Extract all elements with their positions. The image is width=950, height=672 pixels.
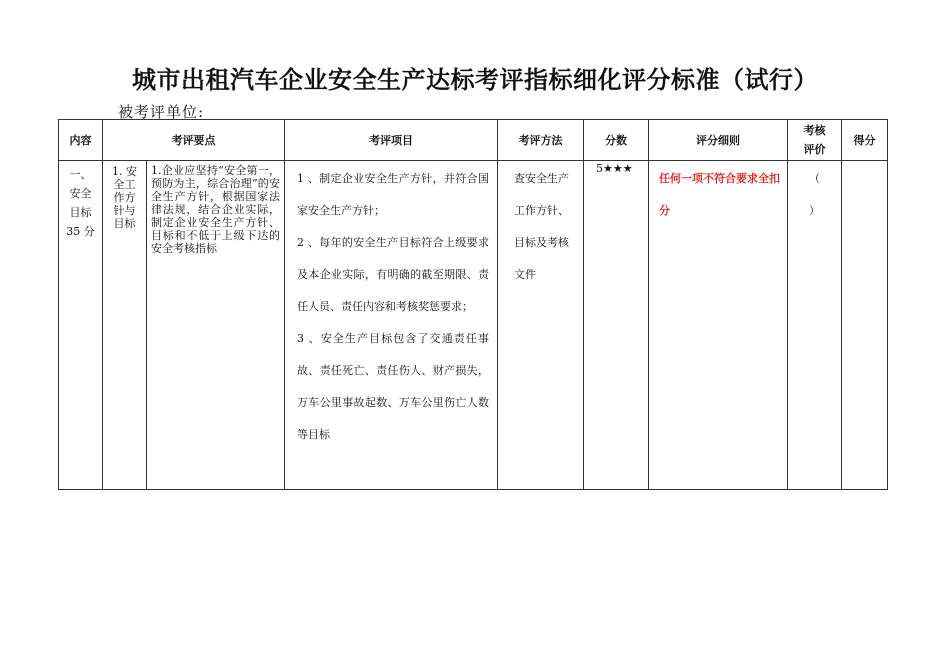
evaluation-items-cell xyxy=(285,161,498,490)
header-row xyxy=(59,120,888,161)
header-key-points: 考评要点 xyxy=(103,120,285,161)
key-point-line: 针与 xyxy=(113,204,136,217)
evaluation-item: 2 、每年的安全生产目标符合上级要求及本企业实际，有明确的截至期限、责任人员、责任内容和考核奖惩要求； xyxy=(297,236,489,313)
content-cell xyxy=(59,161,103,490)
key-point-cell xyxy=(103,161,147,490)
scoring-detail: 任何一项不符合要求全扣分 xyxy=(649,161,788,490)
content-line: 目标 xyxy=(69,206,92,219)
evaluation-item: 1 、制定企业安全生产方针，并符合国家安全生产方针； xyxy=(297,172,489,217)
evaluation-item: 3 、安全生产目标包含了交通责任事故、责任死亡、责任伤人、财产损失，万车公里事故起数、万车公里伤亡人数等目标 xyxy=(297,332,489,441)
header-evaluation xyxy=(788,120,842,161)
scoring-table xyxy=(58,119,888,490)
key-point-line: 1. 安 xyxy=(112,165,137,178)
content-line: 35 分 xyxy=(66,225,95,238)
header-content: 内容 xyxy=(59,120,103,161)
evaluation-open-paren: （ xyxy=(809,172,820,185)
header-evaluation-line2: 评价 xyxy=(803,143,826,156)
got-score-cell[interactable] xyxy=(842,161,888,490)
evaluation-cell[interactable] xyxy=(788,161,842,490)
header-evaluation-line1: 考核 xyxy=(803,124,826,137)
header-details: 评分细则 xyxy=(649,120,788,161)
key-point-line: 作方 xyxy=(113,191,136,204)
content-line: 一、 xyxy=(69,168,92,181)
header-items: 考评项目 xyxy=(285,120,498,161)
content-line: 安全 xyxy=(69,187,92,200)
evaluation-method: 查安全生产工作方针、目标及考核文件 xyxy=(498,161,584,490)
header-method: 考评方法 xyxy=(498,120,584,161)
score-cell: 5★★★ xyxy=(584,161,649,490)
evaluated-unit-label: 被考评单位: xyxy=(118,103,205,121)
document-title: 城市出租汽车企业安全生产达标考评指标细化评分标准（试行） xyxy=(132,66,818,94)
key-point-line: 全工 xyxy=(113,178,136,191)
key-point-description: 1.企业应坚持“安全第一，预防为主，综合治理”的安全生产方针，根据国家法律法规，结合企业实际，制定企业安全生产方针、目标和不低于上级下达的安全考核指标 xyxy=(147,161,285,490)
header-score: 分数 xyxy=(584,120,649,161)
header-got-score: 得分 xyxy=(842,120,888,161)
table-row xyxy=(59,161,888,490)
key-point-line: 目标 xyxy=(113,217,136,230)
evaluation-close-paren: ） xyxy=(809,204,820,217)
